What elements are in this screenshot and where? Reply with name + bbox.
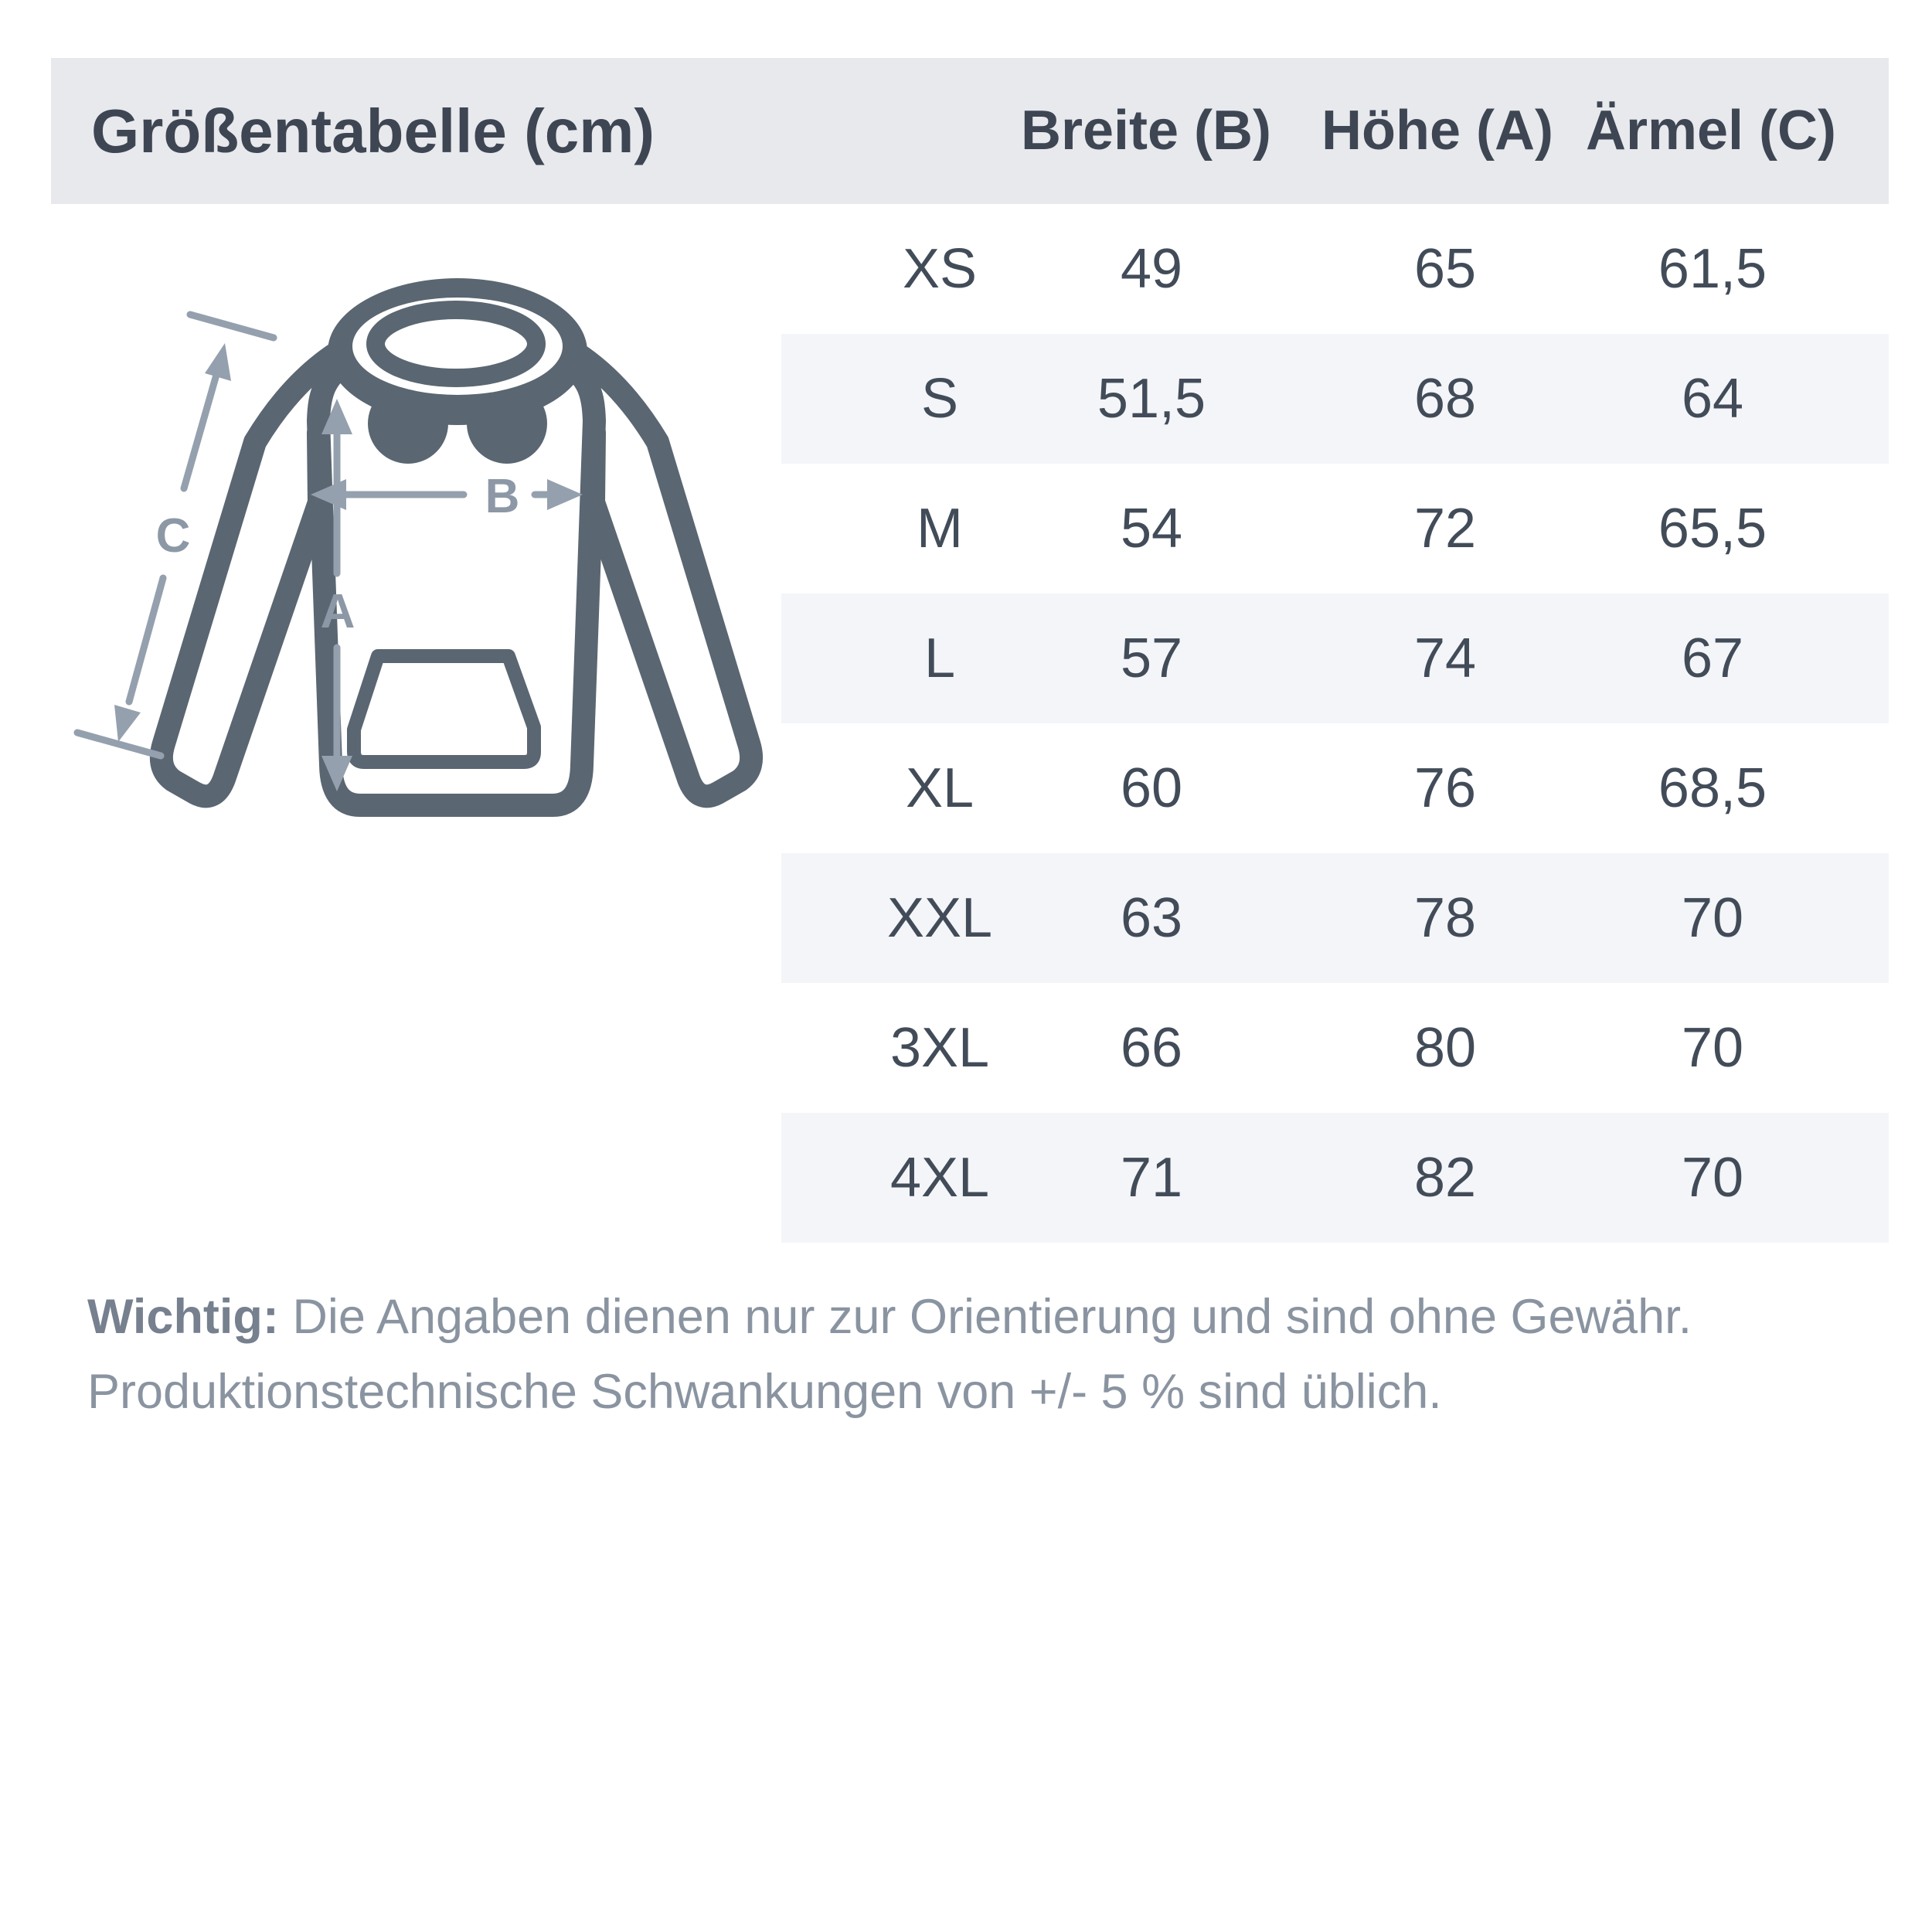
table-row xyxy=(781,853,1889,983)
cell-hoehe: 82 xyxy=(1413,1147,1477,1209)
footer-line-1-text: Die Angaben dienen nur zur Orientierung und sind ohne Gewähr. xyxy=(278,1290,1692,1344)
cell-aermel: 70 xyxy=(1681,1147,1744,1209)
footer-line-2: Produktionstechnische Schwankungen von +/- 5 % sind üblich. xyxy=(87,1365,1442,1419)
cell-breite: 51,5 xyxy=(1097,368,1206,430)
sleeve-label: C xyxy=(155,509,191,563)
table-row xyxy=(781,723,1889,853)
size-table xyxy=(781,204,1889,1243)
cell-size: L xyxy=(923,628,956,689)
cell-size: XL xyxy=(905,757,975,819)
hoodie-pocket xyxy=(354,656,534,762)
cell-breite: 54 xyxy=(1120,498,1183,560)
height-label: A xyxy=(320,585,355,638)
cell-breite: 49 xyxy=(1120,238,1183,300)
sleeve-arrow-line-bottom xyxy=(129,578,163,702)
cell-breite: 66 xyxy=(1120,1017,1183,1079)
cell-size: XXL xyxy=(886,887,993,949)
cell-hoehe: 68 xyxy=(1413,368,1477,430)
cell-size: XS xyxy=(902,238,978,300)
cell-hoehe: 78 xyxy=(1413,887,1477,949)
footer-line-1 xyxy=(87,1280,1888,1355)
cell-breite: 60 xyxy=(1120,757,1183,819)
cell-aermel: 68,5 xyxy=(1658,757,1767,819)
cell-hoehe: 65 xyxy=(1413,238,1477,300)
sleeve-arrow-head-up xyxy=(205,343,231,381)
hoodie-hood-scallop-left xyxy=(368,383,448,464)
cell-hoehe: 80 xyxy=(1413,1017,1477,1079)
sleeve-arrow-tick-top xyxy=(190,315,274,338)
cell-hoehe: 72 xyxy=(1413,498,1477,560)
cell-aermel: 67 xyxy=(1681,628,1744,689)
cell-breite: 71 xyxy=(1120,1147,1183,1209)
cell-size: M xyxy=(917,498,963,560)
table-row xyxy=(781,983,1889,1113)
cell-aermel: 65,5 xyxy=(1658,498,1767,560)
hoodie-hood-scallop-right xyxy=(467,383,547,464)
cell-aermel: 61,5 xyxy=(1658,238,1767,300)
cell-size: 3XL xyxy=(889,1017,990,1079)
hoodie-outline-icon xyxy=(162,278,751,805)
cell-breite: 57 xyxy=(1120,628,1183,689)
table-row xyxy=(781,204,1889,334)
cell-aermel: 70 xyxy=(1681,1017,1744,1079)
table-row xyxy=(781,464,1889,594)
footer-important-label: Wichtig: xyxy=(87,1290,279,1344)
cell-size: S xyxy=(920,368,959,430)
sleeve-arrow-head-down xyxy=(114,705,141,742)
column-header-hoehe: Höhe (A) xyxy=(1321,100,1553,162)
cell-aermel: 64 xyxy=(1681,368,1744,430)
cell-size: 4XL xyxy=(889,1147,990,1209)
table-row xyxy=(781,334,1889,464)
column-header-aermel: Ärmel (C) xyxy=(1585,100,1837,162)
width-label: B xyxy=(485,470,520,523)
page-title: Größentabelle (cm) xyxy=(91,97,655,165)
column-header-breite: Breite (B) xyxy=(1020,100,1272,162)
cell-hoehe: 74 xyxy=(1413,628,1477,689)
footer-note xyxy=(87,1280,1888,1430)
table-row xyxy=(781,594,1889,723)
cell-aermel: 70 xyxy=(1681,887,1744,949)
sleeve-arrow-line-top xyxy=(184,375,216,488)
table-row xyxy=(781,1113,1889,1243)
cell-breite: 63 xyxy=(1120,887,1183,949)
cell-hoehe: 76 xyxy=(1413,757,1477,819)
